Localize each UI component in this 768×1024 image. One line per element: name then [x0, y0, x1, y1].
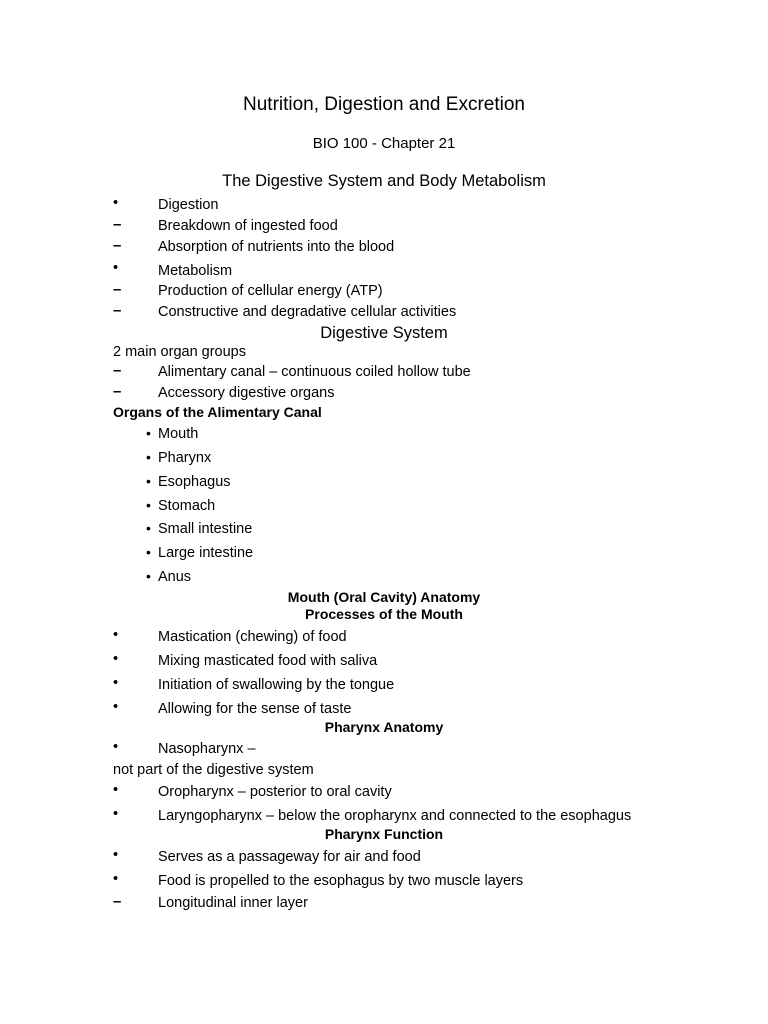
document-subtitle: BIO 100 - Chapter 21: [312, 135, 456, 152]
dash-marker: –: [113, 893, 122, 910]
bullet-marker: •: [113, 195, 119, 211]
list-item: Digestion: [158, 197, 219, 213]
bullet-marker: •: [146, 497, 151, 513]
list-item: Mixing masticated food with saliva: [158, 653, 378, 669]
bullet-marker: •: [113, 847, 119, 863]
bullet-marker: •: [146, 568, 151, 584]
dash-marker: –: [113, 216, 122, 233]
list-item: Allowing for the sense of taste: [158, 701, 352, 717]
bullet-marker: •: [113, 871, 119, 887]
intro-text: 2 main organ groups: [113, 344, 246, 360]
list-item: Accessory digestive organs: [158, 385, 335, 401]
list-item: Food is propelled to the esophagus by two muscle layers: [158, 873, 524, 889]
list-item: Initiation of swallowing by the tongue: [158, 677, 395, 693]
list-item: Constructive and degradative cellular activities: [158, 304, 457, 320]
list-item: Large intestine: [158, 545, 254, 561]
heading-pharynx-anatomy: Pharynx Anatomy: [324, 719, 444, 735]
dash-marker: –: [113, 237, 122, 254]
bullet-marker: •: [113, 627, 119, 643]
list-item: Esophagus: [158, 474, 231, 490]
list-item: Stomach: [158, 498, 216, 514]
bullet-marker: •: [113, 782, 119, 798]
bullet-marker: •: [113, 260, 119, 276]
heading-organs: Organs of the Alimentary Canal: [113, 404, 322, 420]
dash-marker: –: [113, 362, 122, 379]
list-item: Metabolism: [158, 263, 233, 279]
bullet-marker: •: [146, 425, 151, 441]
list-item: Oropharynx – posterior to oral cavity: [158, 784, 392, 800]
bullet-marker: •: [146, 449, 151, 465]
list-item: Mastication (chewing) of food: [158, 629, 347, 645]
heading-digestive-metabolism: The Digestive System and Body Metabolism: [222, 172, 546, 190]
dash-marker: –: [113, 302, 122, 319]
list-item: Absorption of nutrients into the blood: [158, 239, 395, 255]
list-item: Mouth: [158, 426, 199, 442]
dash-marker: –: [113, 281, 122, 298]
list-item: Production of cellular energy (ATP): [158, 283, 383, 299]
list-item-continuation: not part of the digestive system: [113, 762, 314, 778]
list-item: Anus: [158, 569, 192, 585]
heading-mouth-anatomy: Mouth (Oral Cavity) Anatomy: [287, 589, 481, 605]
list-item: Nasopharynx –: [158, 741, 256, 757]
heading-mouth-processes: Processes of the Mouth: [305, 606, 463, 622]
list-item: Pharynx: [158, 450, 212, 466]
list-item: Longitudinal inner layer: [158, 895, 308, 911]
list-item: Alimentary canal – continuous coiled hollow tube: [158, 364, 471, 380]
bullet-marker: •: [113, 651, 119, 667]
bullet-marker: •: [146, 473, 151, 489]
bullet-marker: •: [113, 806, 119, 822]
dash-marker: –: [113, 383, 122, 400]
bullet-marker: •: [113, 699, 119, 715]
bullet-marker: •: [146, 544, 151, 560]
heading-digestive-system: Digestive System: [320, 324, 448, 342]
document-title: Nutrition, Digestion and Excretion: [243, 94, 525, 115]
bullet-marker: •: [113, 739, 119, 755]
bullet-marker: •: [113, 675, 119, 691]
bullet-marker: •: [146, 520, 151, 536]
list-item: Small intestine: [158, 521, 253, 537]
list-item: Laryngopharynx – below the oropharynx and connected to the esophagus: [158, 808, 632, 824]
list-item: Serves as a passageway for air and food: [158, 849, 421, 865]
heading-pharynx-function: Pharynx Function: [324, 826, 444, 842]
list-item: Breakdown of ingested food: [158, 218, 338, 234]
